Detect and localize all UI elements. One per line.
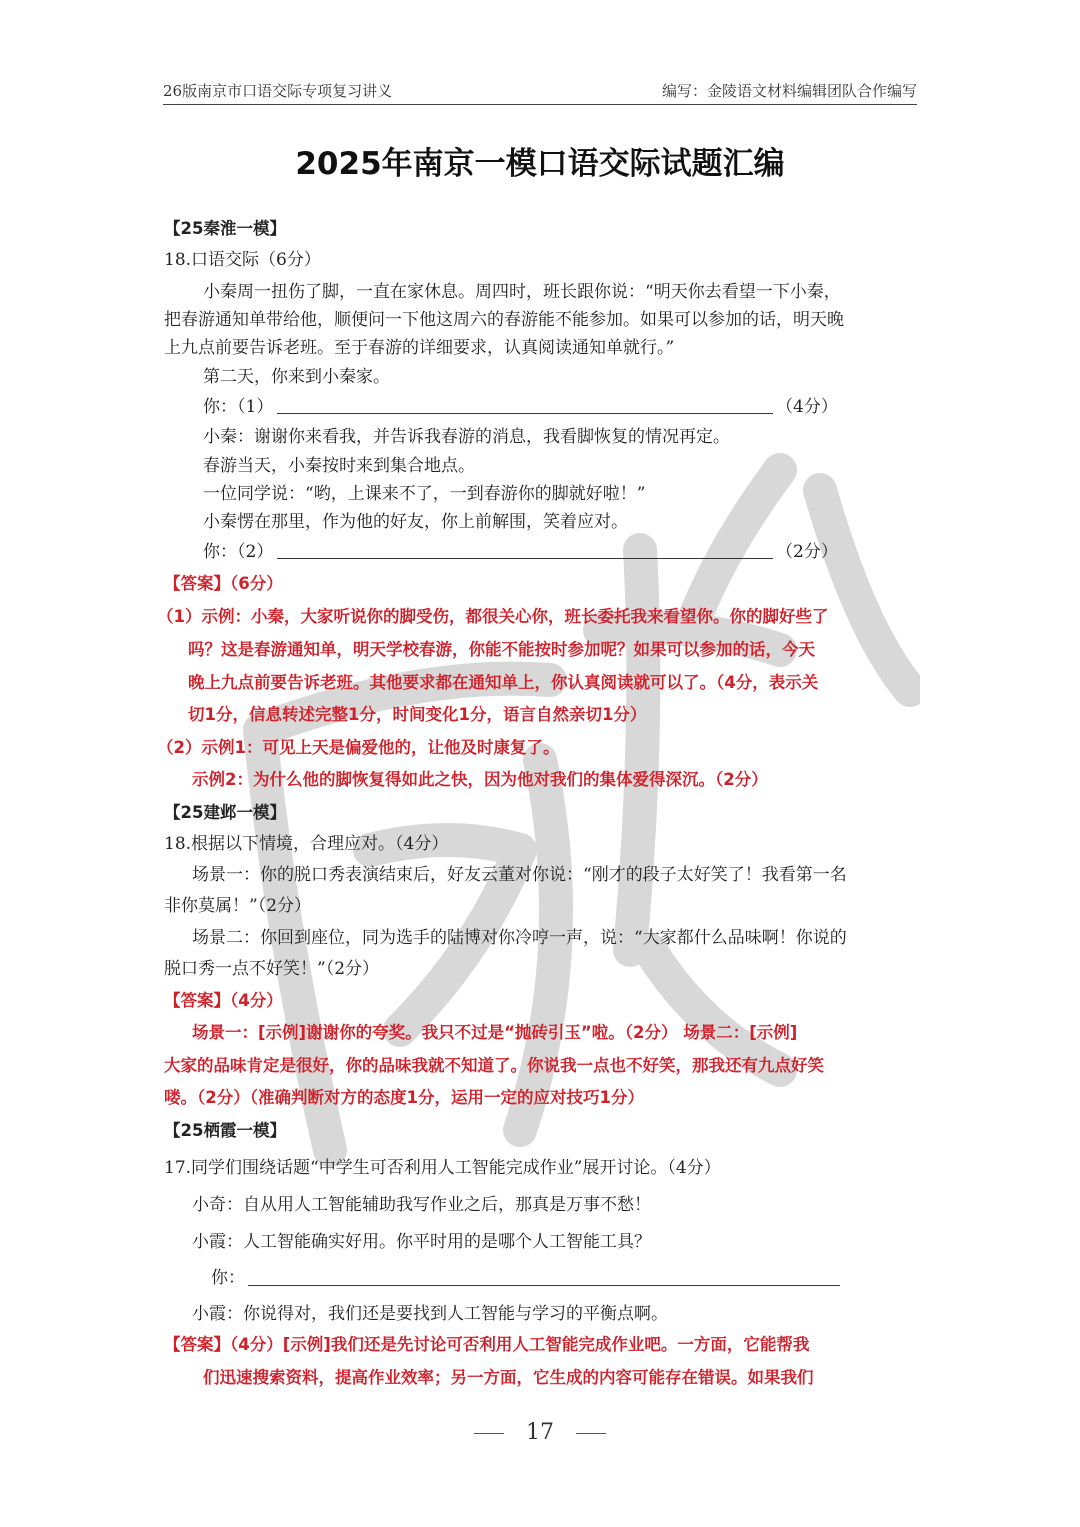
header-right: 编写：金陵语文材料编辑团队合作编写 — [661, 82, 917, 100]
scenario-line: 非你莫属！”（2分） — [164, 896, 312, 916]
answer-prompt-label: 你：（1） — [203, 397, 274, 417]
answer-line: 们迅速搜索资料，提高作业效率；另一方面，它生成的内容可能存在错误。如果我们 — [203, 1368, 814, 1387]
answer-prompt-label: 你：（2） — [203, 542, 274, 562]
answer-prompt-label: 你： — [211, 1268, 245, 1288]
footer-dash-left — [474, 1433, 504, 1434]
scenario-line: 脱口秀一点不好笑！”（2分） — [164, 959, 380, 979]
answer-blank-line[interactable] — [248, 1284, 840, 1286]
paragraph-line: 小秦愣在那里，作为他的好友，你上前解围，笑着应对。 — [203, 512, 628, 532]
answer-heading — [164, 990, 283, 1012]
dialogue-line: 小霞：人工智能确实好用。你平时用的是哪个人工智能工具？ — [192, 1232, 651, 1252]
answer-line: 吗？这是春游通知单，明天学校春游，你能不能按时参加呢？如果可以参加的话，今天 — [188, 640, 815, 659]
answer-tag: 【答案】 — [164, 1335, 230, 1354]
dialogue-line: 一位同学说：“哟，上课来不了，一到春游你的脚就好啦！” — [203, 484, 646, 504]
answer-line: （2）示例1：可见上天是偏爱他的，让他及时康复了。 — [157, 738, 560, 757]
scenario-line: 场景一：你的脱口秀表演结束后，好友云董对你说：“刚才的段子太好笑了！我看第一名 — [192, 865, 847, 885]
answer-line: （1）示例：小秦，大家听说你的脚受伤，都很关心你，班长委托我来看望你。你的脚好些了 — [157, 607, 829, 626]
answer-heading — [164, 573, 283, 595]
section-label-qixia: 【25栖霞一模】 — [164, 1121, 286, 1140]
page-title: 2025年南京一模口语交际试题汇编 — [295, 146, 785, 182]
dialogue-line: 小秦：谢谢你来看我，并告诉我春游的消息，我看脚恢复的情况再定。 — [203, 427, 730, 447]
score-label: （2分） — [776, 542, 838, 562]
answer-blank-line[interactable] — [277, 557, 773, 559]
answer-line: （4分）[示例]我们还是先讨论可否利用人工智能完成作业吧。一方面，它能帮我 — [230, 1335, 810, 1354]
header-left: 26版南京市口语交际专项复习讲义 — [163, 82, 393, 100]
answer-line: 场景一：[示例]谢谢你的夸奖。我只不过是“抛砖引玉”啦。（2分） 场景二：[示例] — [192, 1023, 798, 1042]
answer-score: （4分） — [230, 991, 283, 1010]
paragraph-line: 小秦周一扭伤了脚，一直在家休息。周四时，班长跟你说：“明天你去看望一下小秦， — [203, 282, 841, 302]
answer-score: （6分） — [230, 574, 283, 593]
page-header — [163, 78, 917, 105]
answer-line: 大家的品味肯定是很好，你的品味我就不知道了。你说我一点也不好笑，那我还有九点好笑 — [164, 1056, 824, 1075]
answer-line: 切1分，信息转述完整1分，时间变化1分，语言自然亲切1分） — [188, 705, 647, 724]
answer-tag: 【答案】 — [164, 574, 230, 593]
dialogue-line: 小霞：你说得对，我们还是要找到人工智能与学习的平衡点啊。 — [192, 1304, 668, 1324]
scenario-line: 场景二：你回到座位，同为选手的陆博对你冷哼一声，说：“大家都什么品味啊！你说的 — [192, 928, 847, 948]
paragraph-line: 上九点前要告诉老班。至于春游的详细要求，认真阅读通知单就行。” — [164, 338, 675, 358]
answer-line: 示例2：为什么他的脚恢复得如此之快，因为他对我们的集体爱得深沉。（2分） — [192, 770, 768, 789]
paragraph-line: 把春游通知单带给他，顺便问一下他这周六的春游能不能参加。如果可以参加的话，明天晚 — [164, 310, 844, 330]
answer-line: 晚上九点前要告诉老班。其他要求都在通知单上，你认真阅读就可以了。（4分，表示关 — [188, 673, 819, 692]
page-number: 17 — [526, 1420, 554, 1445]
answer-blank-line[interactable] — [277, 412, 773, 414]
answer-line: 喽。（2分）（准确判断对方的态度1分，运用一定的应对技巧1分） — [164, 1088, 644, 1107]
question-title: 17.同学们围绕话题“中学生可否利用人工智能完成作业”展开讨论。（4分） — [164, 1158, 721, 1178]
footer-dash-right — [576, 1433, 606, 1434]
answer-heading — [164, 1334, 809, 1356]
score-label: （4分） — [776, 397, 838, 417]
paragraph-line: 第二天，你来到小秦家。 — [203, 367, 390, 387]
section-label-qinhuai: 【25秦淮一模】 — [164, 219, 286, 238]
dialogue-line: 小奇：自从用人工智能辅助我写作业之后，那真是万事不愁！ — [192, 1195, 651, 1215]
answer-tag: 【答案】 — [164, 991, 230, 1010]
section-label-jianye: 【25建邺一模】 — [164, 803, 286, 822]
question-title: 18.根据以下情境，合理应对。（4分） — [164, 834, 449, 854]
page-footer — [0, 1420, 1080, 1445]
paragraph-line: 春游当天，小秦按时来到集合地点。 — [203, 456, 475, 476]
question-title: 18.口语交际（6分） — [164, 250, 321, 270]
